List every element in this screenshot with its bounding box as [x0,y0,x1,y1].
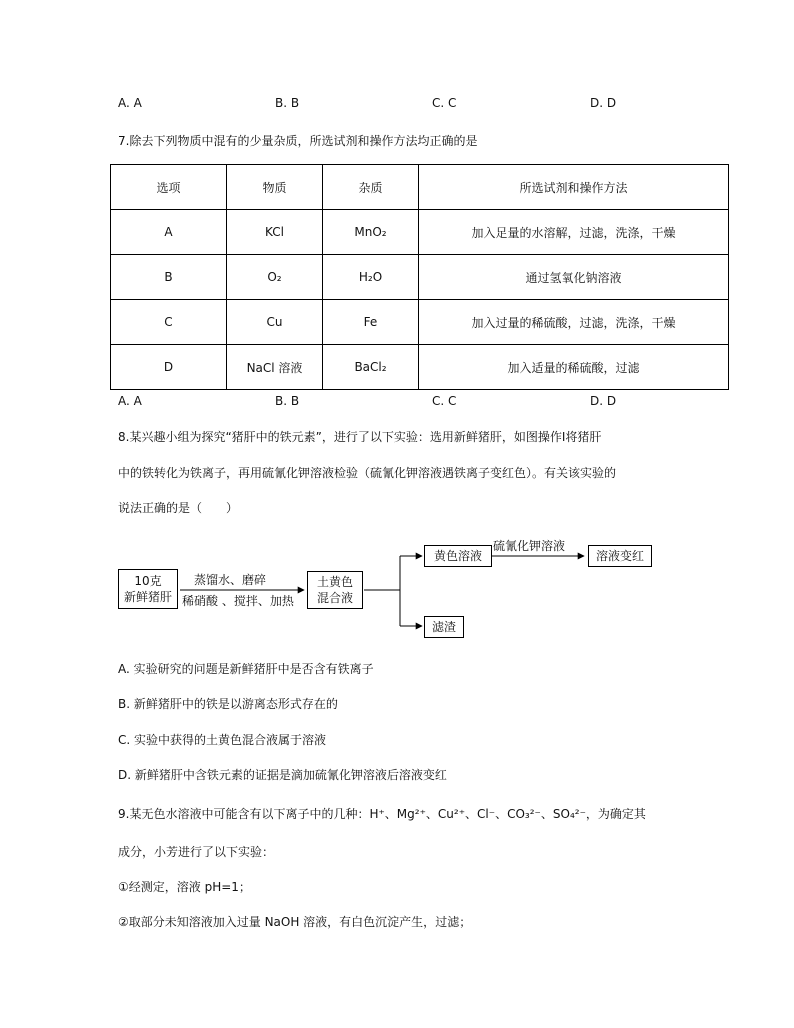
table-cell: Cu [227,300,323,345]
q9-stem-line-1: 9.某无色水溶液中可能含有以下离子中的几种：H⁺、Mg²⁺、Cu²⁺、Cl⁻、CO₃²⁻、SO₄²⁻，为确定其 [118,807,646,821]
q8-option-b: B. 新鲜猪肝中的铁是以游离态形式存在的 [118,697,338,711]
q8-option-c: C. 实验中获得的土黄色混合液属于溶液 [118,733,327,747]
q7-option-c: C. C [432,394,457,408]
q9-step-2: ②取部分未知溶液加入过量 NaOH 溶液，有白色沉淀产生，过滤； [118,915,472,929]
table-cell: KCl [227,210,323,255]
q8-option-d: D. 新鲜猪肝中含铁元素的证据是滴加硫氰化钾溶液后溶液变红 [118,768,447,782]
table-cell: Fe [323,300,419,345]
solution-box: 黄色溶液 [424,545,492,567]
option-c: C. C [432,96,457,110]
table-cell: H₂O [323,255,419,300]
table-cell: BaCl₂ [323,345,419,390]
table-cell: 通过氢氧化钠溶液 [419,255,729,300]
header-cell: 所选试剂和操作方法 [419,165,729,210]
q7-option-d: D. D [590,394,617,408]
table-cell: A [111,210,227,255]
table-cell: NaCl 溶液 [227,345,323,390]
table-cell: B [111,255,227,300]
option-b: B. B [275,96,300,110]
q9-stem-line-2: 成分，小芳进行了以下实验： [118,845,275,859]
table-cell: C [111,300,227,345]
table-row [111,210,729,255]
mixture-box: 土黄色 混合液 [307,571,363,609]
option-d: D. D [590,96,617,110]
result-box: 溶液变红 [588,545,652,567]
table-cell: D [111,345,227,390]
table-cell: O₂ [227,255,323,300]
q7-table [110,164,729,390]
reagent-label: 硫氰化钾溶液 [493,539,566,553]
table-header-row [111,165,729,210]
header-cell: 物质 [227,165,323,210]
q7-stem: 7.除去下列物质中混有的少量杂质，所选试剂和操作方法均正确的是 [118,134,478,148]
arrow1-bottom-label: 稀硝酸 、搅拌、加热 [182,594,294,608]
start-box: 10克 新鲜猪肝 [118,569,178,609]
table-cell: 加入过量的稀硫酸，过滤，洗涤，干燥 [419,300,729,345]
q9-step-1: ①经测定，溶液 pH=1； [118,880,251,894]
table-cell: 加入适量的稀硫酸，过滤 [419,345,729,390]
table-row [111,255,729,300]
q7-option-b: B. B [275,394,300,408]
q8-stem-line-3: 说法正确的是（ ） [118,501,239,515]
q7-option-a: A. A [118,394,142,408]
table-row [111,345,729,390]
table-cell: 加入足量的水溶解，过滤，洗涤，干燥 [419,210,729,255]
table-row [111,300,729,345]
header-cell: 杂质 [323,165,419,210]
table-cell: MnO₂ [323,210,419,255]
q8-option-a: A. 实验研究的问题是新鲜猪肝中是否含有铁离子 [118,662,374,676]
option-a: A. A [118,96,142,110]
residue-box: 滤渣 [424,616,464,638]
q8-stem-line-1: 8.某兴趣小组为探究“猪肝中的铁元素”，进行了以下实验：选用新鲜猪肝，如图操作Ⅰ将猪肝 [118,430,602,444]
header-cell: 选项 [111,165,227,210]
q8-stem-line-2: 中的铁转化为铁离子，再用硫氰化钾溶液检验（硫氰化钾溶液遇铁离子变红色）。有关该实验的 [118,466,617,480]
flow-arrows [110,540,670,640]
arrow1-top-label: 蒸馏水、磨碎 [194,573,267,587]
